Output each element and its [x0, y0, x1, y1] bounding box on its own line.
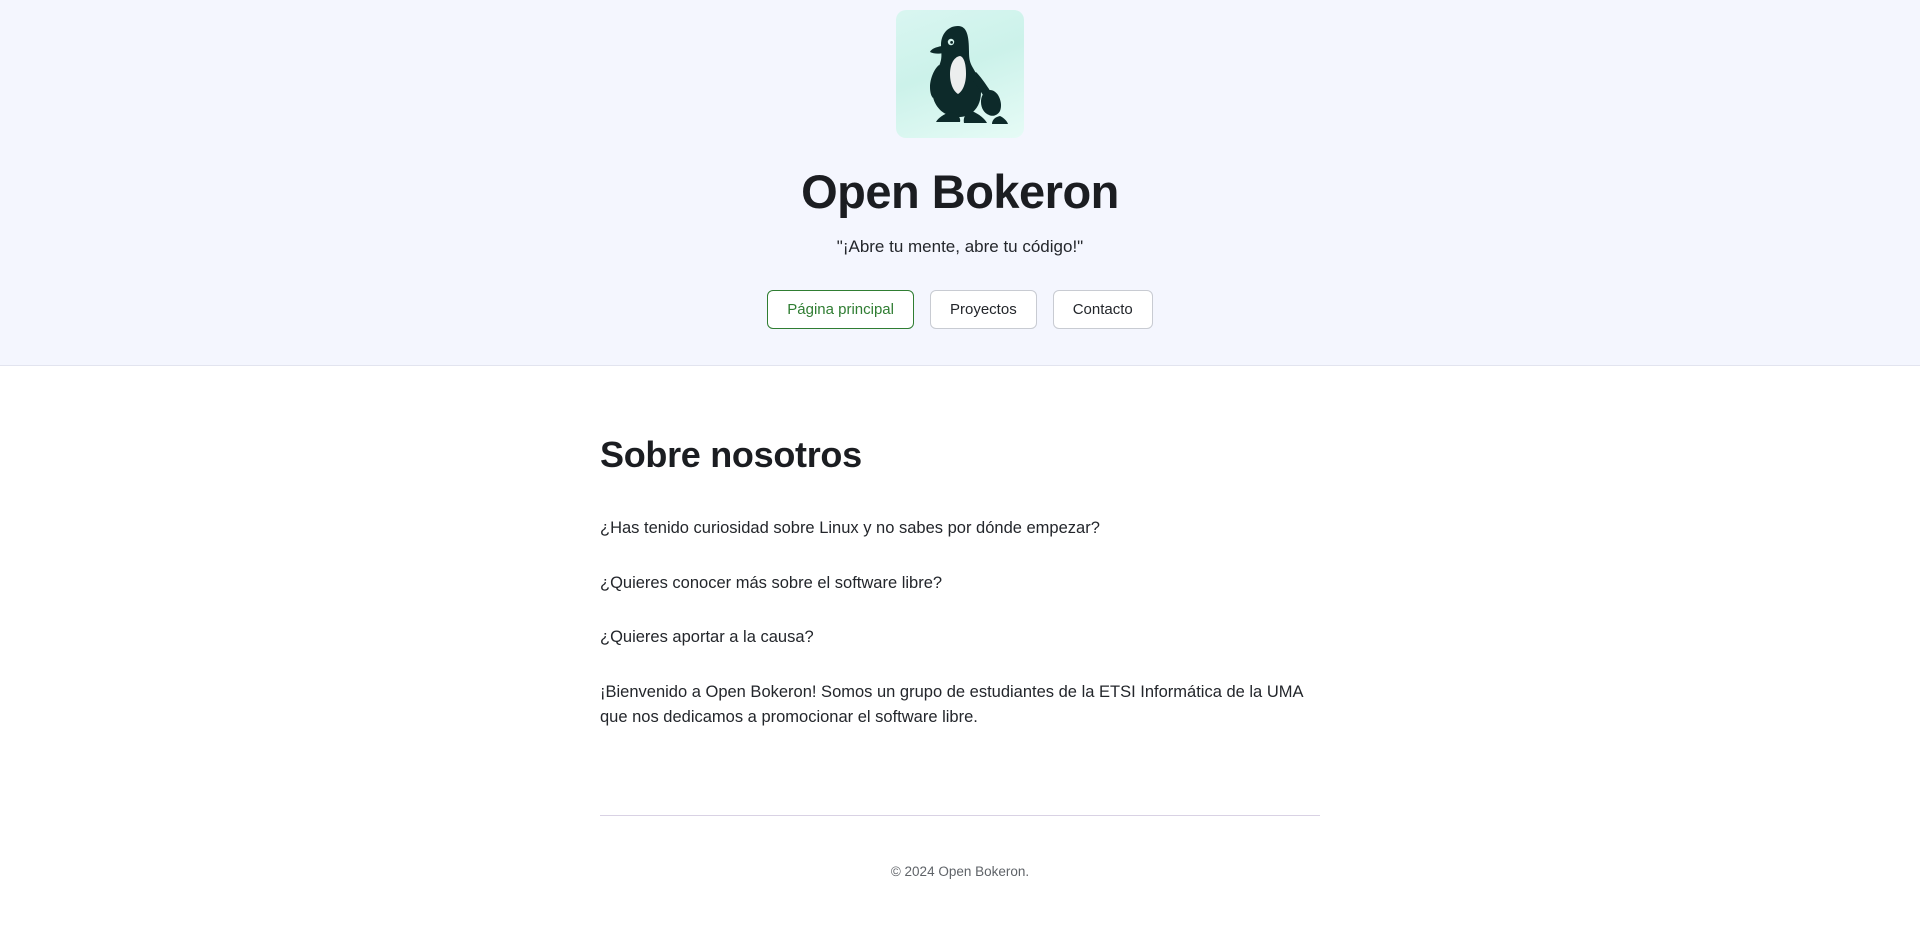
penguin-logo-icon [896, 10, 1024, 138]
nav-button-pagina-principal[interactable]: Página principal [767, 290, 914, 329]
paragraph-question-3: ¿Quieres aportar a la causa? [600, 628, 814, 647]
paragraph-welcome: ¡Bienvenido a Open Bokeron! Somos un grupo de estudiantes de la ETSI Informática de la UMA que nos dedicamos a promocionar el software libre. [600, 682, 1303, 727]
site-tagline: "¡Abre tu mente, abre tu código!" [836, 237, 1084, 257]
page-title: Open Bokeron [801, 165, 1119, 218]
paragraph-question-1: ¿Has tenido curiosidad sobre Linux y no sabes por dónde empezar? [600, 519, 1100, 538]
main-content [0, 366, 1920, 929]
main-navigation [0, 290, 1920, 329]
nav-button-proyectos[interactable]: Proyectos [930, 290, 1037, 329]
section-title-sobre-nosotros: Sobre nosotros [600, 434, 862, 476]
nav-button-contacto[interactable]: Contacto [1053, 290, 1153, 329]
site-header [0, 0, 1920, 366]
footer-copyright: © 2024 Open Bokeron. [890, 863, 1030, 879]
paragraph-question-2: ¿Quieres conocer más sobre el software libre? [600, 573, 943, 592]
content-column [600, 366, 1320, 929]
